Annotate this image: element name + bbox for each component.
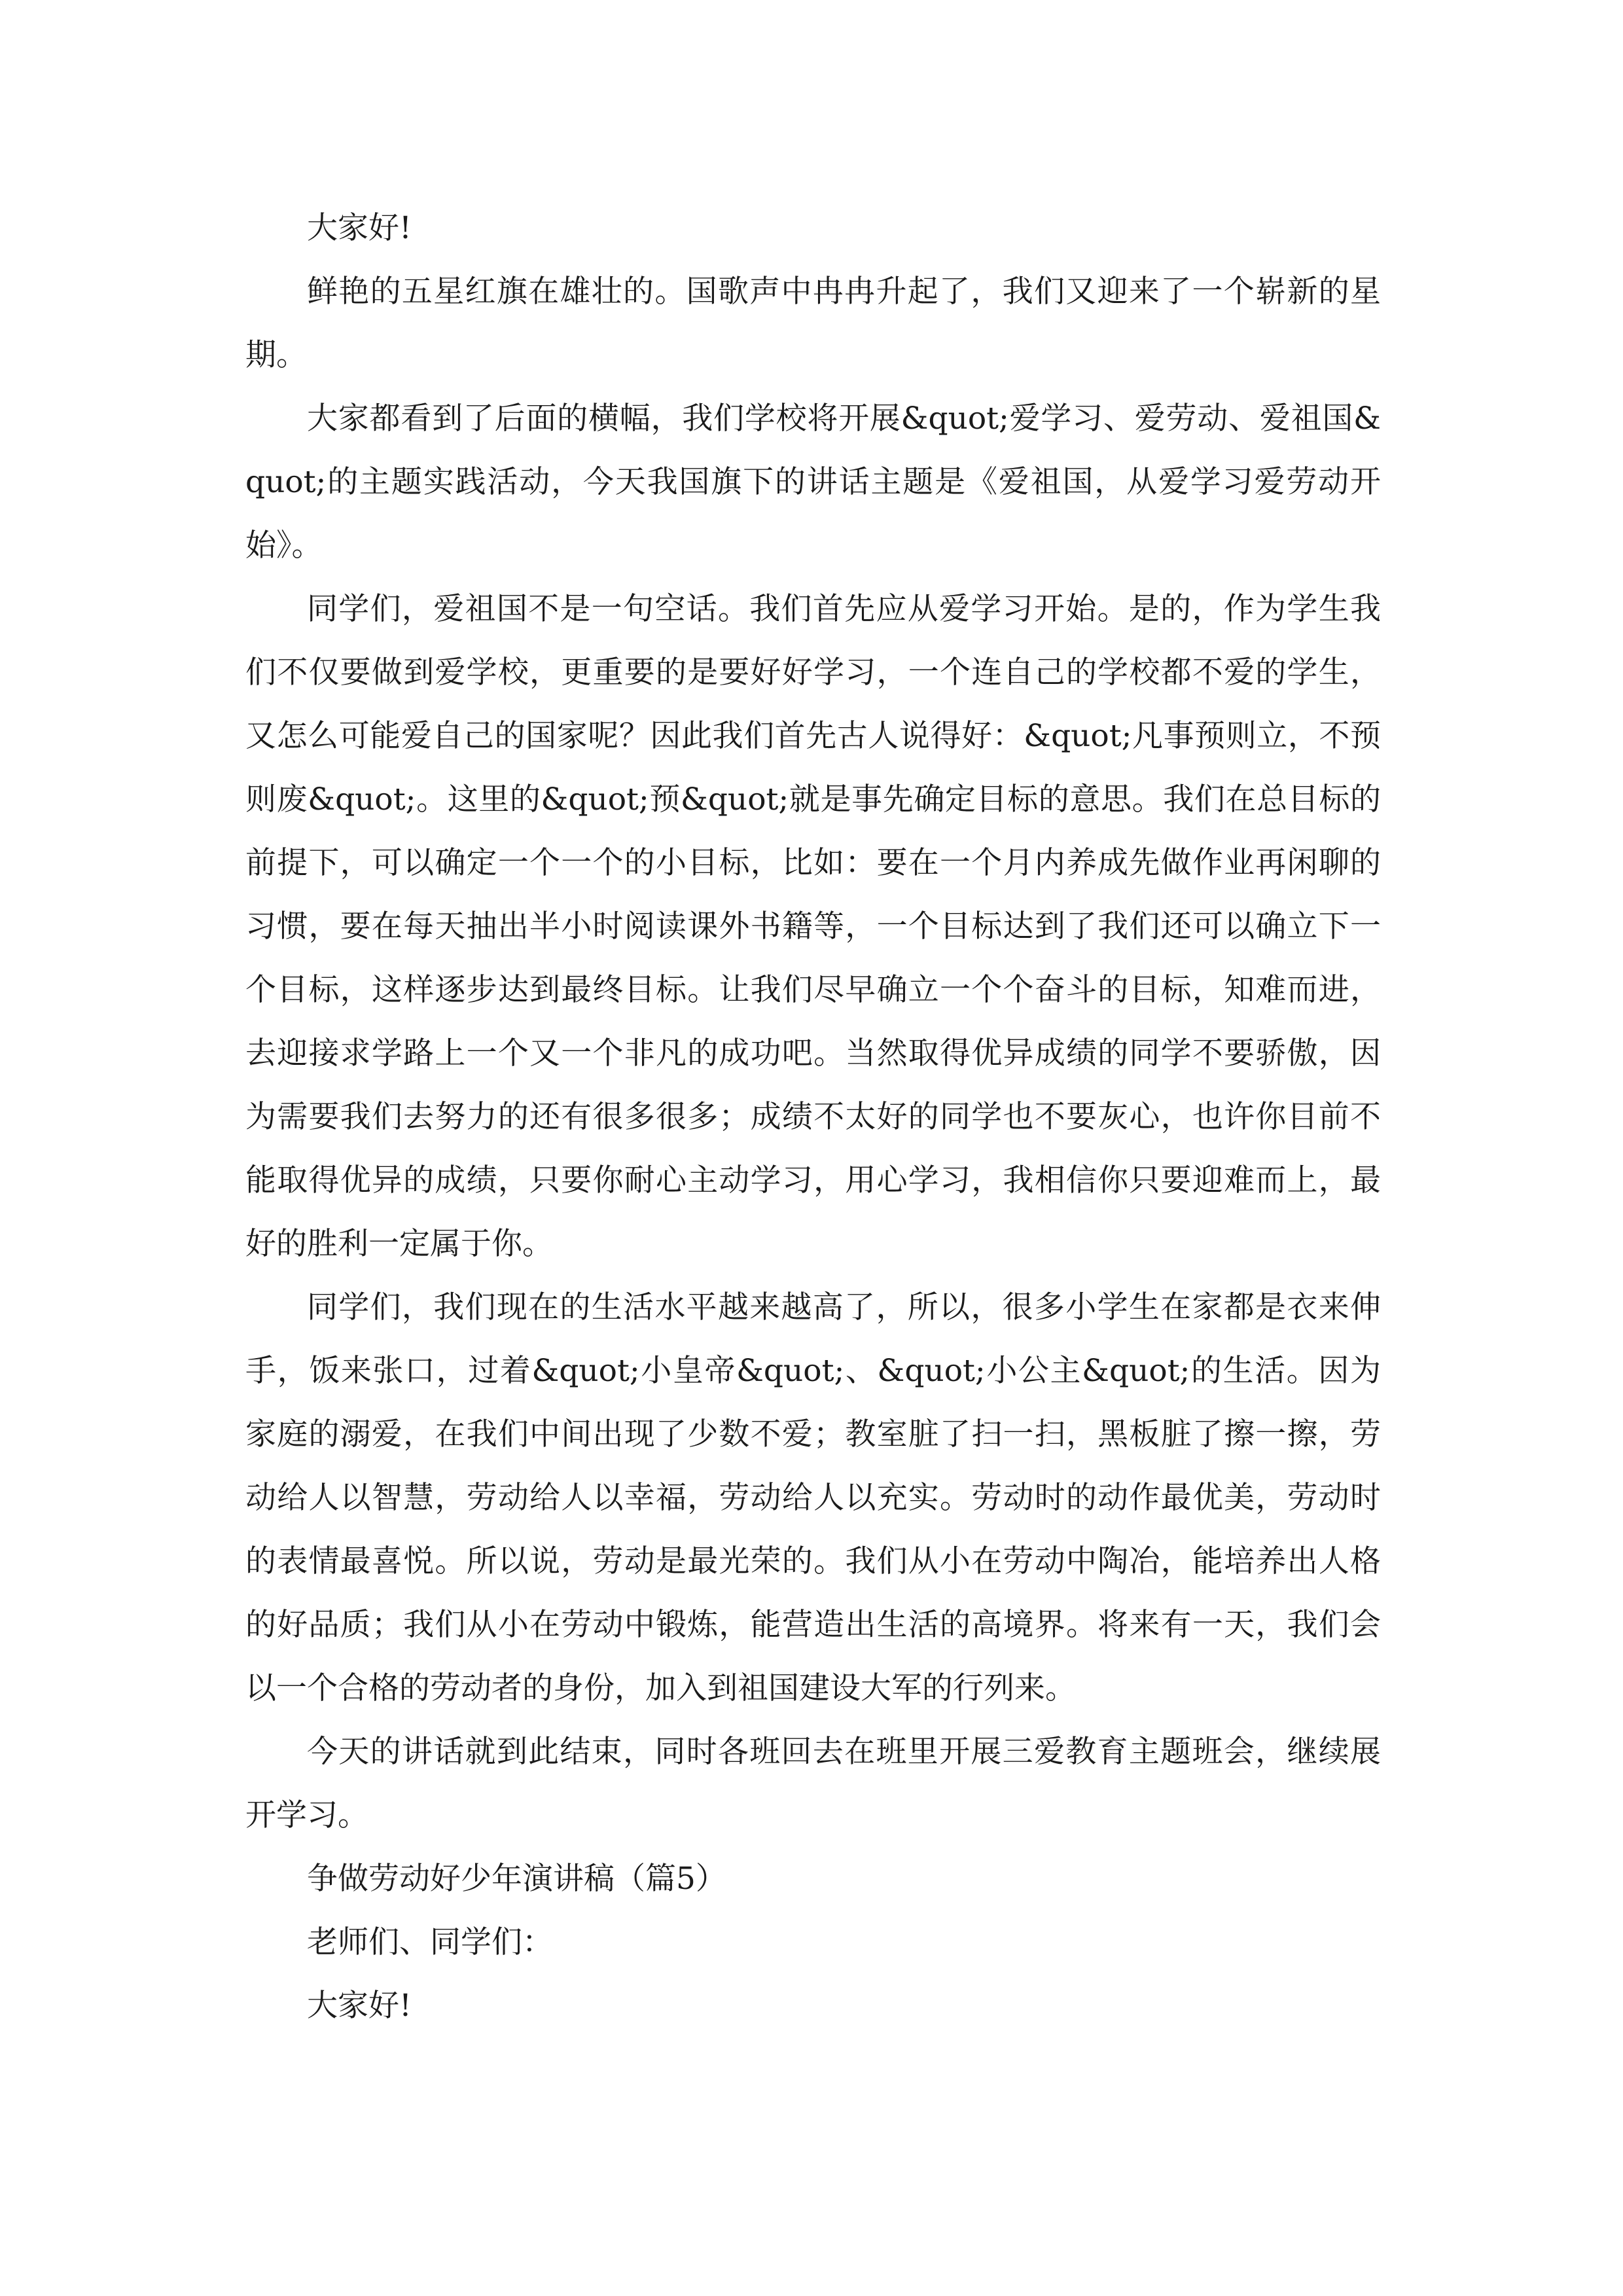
theme-paragraph: 大家都看到了后面的横幅，我们学校将开展&quot;爱学习、爱劳动、爱祖国&quot;的主题实践活动，今天我国旗下的讲话主题是《爱祖国，从爱学习爱劳动开始》。 — [245, 401, 1381, 564]
greeting-paragraph: 大家好! — [307, 210, 412, 246]
greeting-paragraph-2: 大家好! — [307, 1988, 412, 2024]
study-paragraph: 同学们，爱祖国不是一句空话。我们首先应从爱学习开始。是的，作为学生我们不仅要做到爱学校，更重要的是要好好学习，一个连自己的学校都不爱的学生，又怎么可能爱自己的国家呢？因此我们首先古人说得好：&quot;凡事预则立，不预则废&quot;。这里的&quot;预&quot;就是事先确定目标的意思。我们在总目标的前提下，可以确定一个一个的小目标，比如：要在一个月内养成先做作业再闲聊的习惯，要在每天抽出半小时阅读课外书籍等，一个目标达到了我们还可以确立下一个目标，这样逐步达到最终目标。让我们尽早确立一个个奋斗的目标，知难而进，去迎接求学路上一个又一个非凡的成功吧。当然取得优异成绩的同学不要骄傲，因为需要我们去努力的还有很多很多；成绩不太好的同学也不要灰心，也许你目前不能取得优异的成绩，只要你耐心主动学习，用心学习，我相信你只要迎难而上，最好的胜利一定属于你。 — [245, 591, 1381, 1262]
opening-paragraph: 鲜艳的五星红旗在雄壮的。国歌声中冉冉升起了，我们又迎来了一个崭新的星期。 — [245, 274, 1381, 373]
labor-paragraph: 同学们，我们现在的生活水平越来越高了，所以，很多小学生在家都是衣来伸手，饭来张口，过着&quot;小皇帝&quot;、&quot;小公主&quot;的生活。因为家庭的溺爱，在我们中间出现了少数不爱；教室脏了扫一扫，黑板脏了擦一擦，劳动给人以智慧，劳动给人以幸福，劳动给人以充实。劳动时的动作最优美，劳动时的表情最喜悦。所以说，劳动是最光荣的。我们从小在劳动中陶冶，能培养出人格的好品质；我们从小在劳动中锻炼，能营造出生活的高境界。将来有一天，我们会以一个合格的劳动者的身份，加入到祖国建设大军的行列来。 — [245, 1289, 1381, 1706]
document-body — [245, 196, 1381, 2037]
salutation-paragraph: 老师们、同学们： — [307, 1924, 553, 1960]
section-heading: 争做劳动好少年演讲稿（篇5） — [307, 1861, 726, 1897]
closing-paragraph: 今天的讲话就到此结束，同时各班回去在班里开展三爱教育主题班会，继续展开学习。 — [245, 1734, 1381, 1833]
